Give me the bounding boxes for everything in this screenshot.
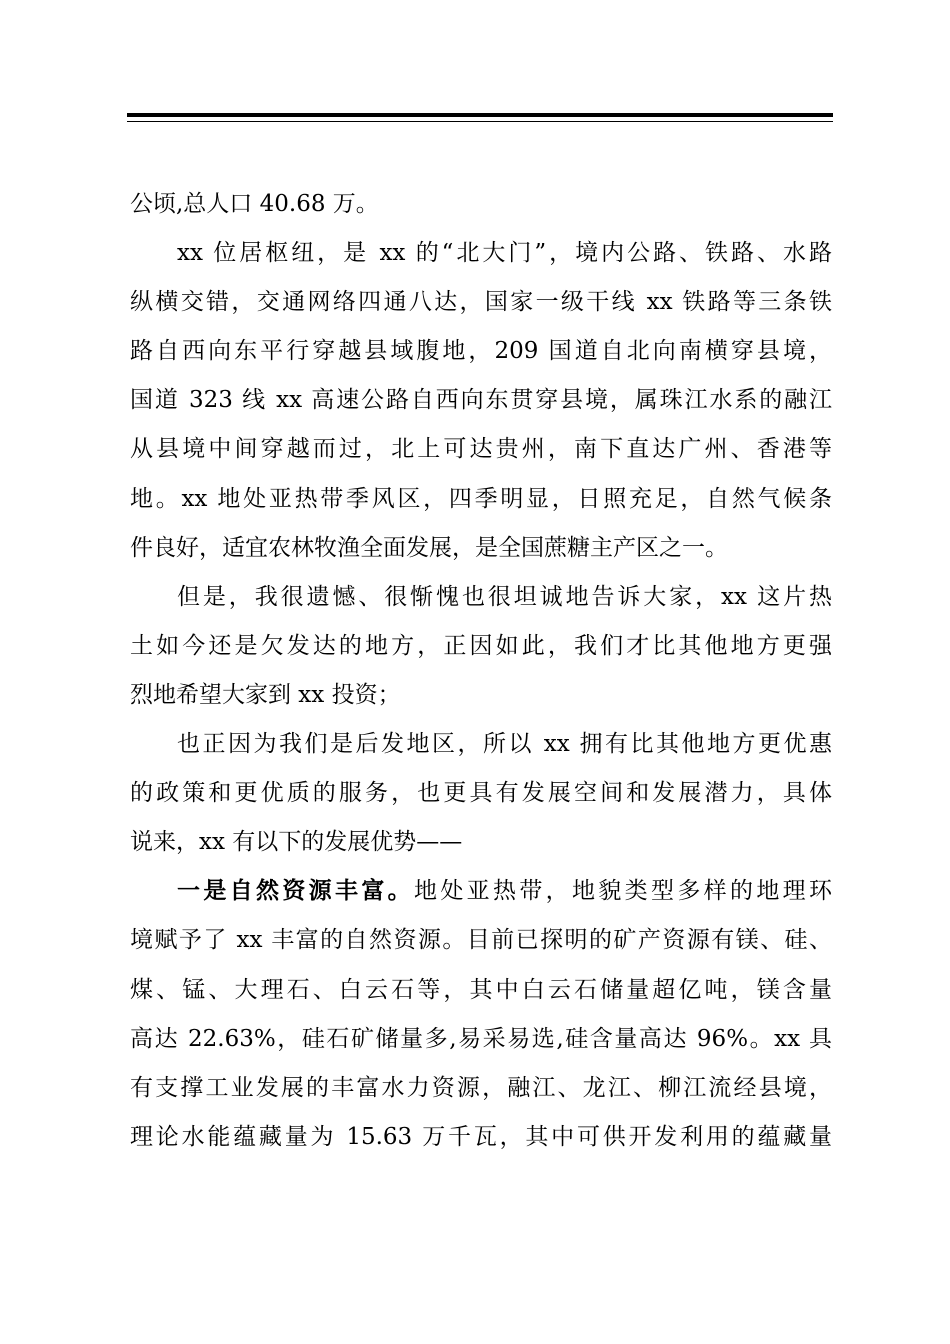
- text-line: 境赋予了 xx 丰富的自然资源。目前已探明的矿产资源有镁、硅、: [130, 927, 832, 954]
- text-segment: 地处亚热带，地貌类型多样的地理环: [414, 878, 833, 905]
- text-line: 纵横交错，交通网络四通八达，国家一级干线 xx 铁路等三条铁: [130, 289, 832, 316]
- text-line: 地。xx 地处亚热带季风区，四季明显，日照充足，自然气候条: [130, 485, 832, 512]
- text-line: 高达 22.63%，硅石矿储量多,易采易选,硅含量高达 96%。xx 具: [130, 1025, 832, 1052]
- header-rule-thick: [127, 113, 833, 117]
- header-rule-thin: [127, 121, 833, 122]
- text-line: 有支撑工业发展的丰富水力资源，融江、龙江、柳江流经县境，: [130, 1074, 832, 1101]
- text-line: 件良好，适宜农林牧渔全面发展，是全国蔗糖主产区之一。: [130, 534, 728, 561]
- text-line: 说来，xx 有以下的发展优势——: [130, 829, 463, 856]
- text-line: xx 位居枢纽，是 xx 的“北大门”，境内公路、铁路、水路: [177, 240, 832, 267]
- section-lead: 一是自然资源丰富。: [177, 878, 414, 905]
- text-line: 路自西向东平行穿越县域腹地，209 国道自北向南横穿县境，: [130, 338, 832, 365]
- text-line: 但是，我很遗憾、很惭愧也很坦诚地告诉大家，xx 这片热: [177, 583, 832, 610]
- text-line: 的政策和更优质的服务，也更具有发展空间和发展潜力，具体: [130, 780, 832, 807]
- text-line: 烈地希望大家到 xx 投资；: [130, 681, 401, 708]
- text-line: 煤、锰、大理石、白云石等，其中白云石储量超亿吨，镁含量: [130, 976, 832, 1003]
- text-line: 公顷,总人口 40.68 万。: [130, 191, 379, 217]
- text-line: 从县境中间穿越而过，北上可达贵州，南下直达广州、香港等: [130, 436, 832, 463]
- text-line: 理论水能蕴藏量为 15.63 万千瓦，其中可供开发利用的蕴藏量: [130, 1123, 832, 1150]
- text-line: 土如今还是欠发达的地方，正因如此，我们才比其他地方更强: [130, 632, 832, 659]
- text-line: 国道 323 线 xx 高速公路自西向东贯穿县境，属珠江水系的融江: [130, 387, 832, 414]
- text-line: 也正因为我们是后发地区，所以 xx 拥有比其他地方更优惠: [177, 731, 832, 758]
- document-body: [130, 180, 832, 1162]
- text-line-with-lead: [130, 867, 832, 916]
